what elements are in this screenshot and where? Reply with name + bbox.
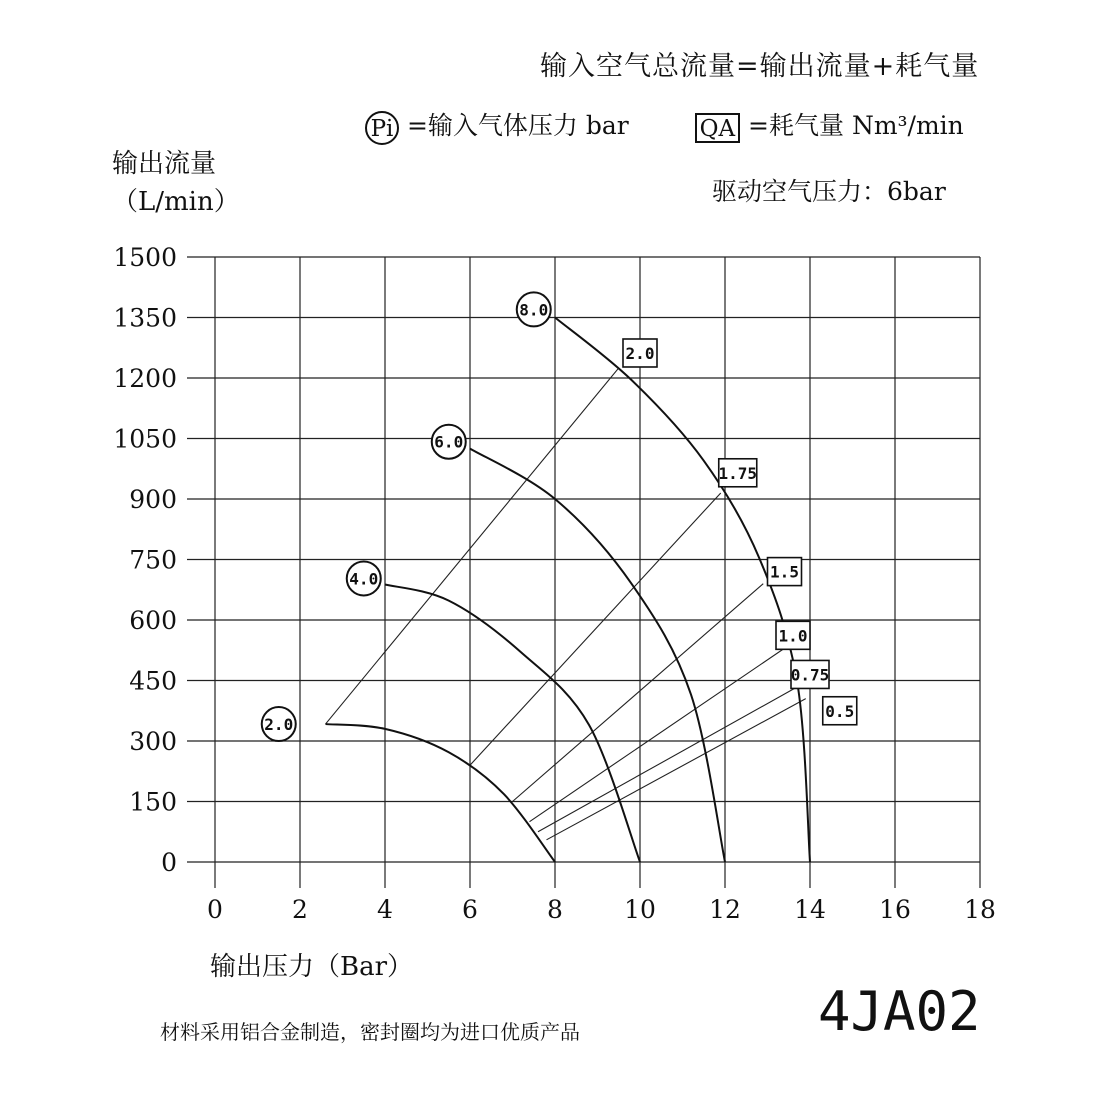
pressure-label: 8.0 (519, 300, 549, 320)
qa-description: =耗气量 Nm³/min (748, 111, 964, 140)
y-tick-label: 600 (129, 606, 177, 635)
y-tick-label: 150 (129, 787, 177, 817)
y-tick-label: 1350 (113, 303, 177, 333)
consumption-label: 1.0 (778, 626, 808, 646)
x-tick-label: 10 (624, 895, 656, 924)
x-tick-label: 4 (377, 895, 393, 924)
y-tick-label: 0 (161, 848, 177, 877)
consumption-label: 1.5 (770, 562, 799, 582)
pressure-label: 4.0 (349, 569, 379, 589)
x-tick-label: 16 (879, 895, 911, 924)
y-tick-label: 300 (129, 727, 177, 756)
model-number: 4JA02 (818, 980, 981, 1043)
pressure-curve-2.0 (326, 724, 556, 862)
consumption-line-2.0 (326, 368, 619, 724)
consumption-label: 2.0 (625, 343, 655, 363)
drive-pressure: 驱动空气压力：6bar (712, 177, 946, 206)
pressure-label: 2.0 (264, 715, 294, 735)
pi-symbol: Pi (365, 111, 399, 145)
pressure-label: 6.0 (434, 432, 464, 452)
y-tick-label: 750 (129, 545, 177, 575)
y-tick-label: 1200 (113, 364, 177, 393)
qa-symbol: QA (695, 113, 740, 143)
x-tick-label: 14 (794, 895, 826, 924)
consumption-line-1.5 (513, 584, 764, 802)
consumption-line-1.75 (470, 493, 721, 765)
consumption-label: 1.75 (718, 463, 758, 483)
pi-description: =输入气体压力 bar (406, 111, 629, 140)
x-tick-label: 8 (547, 895, 563, 924)
x-tick-label: 12 (709, 895, 741, 924)
y-tick-label: 450 (129, 666, 177, 696)
consumption-label: 0.75 (790, 665, 830, 685)
material-note: 材料采用铝合金制造，密封圈均为进口优质产品 (160, 1020, 580, 1044)
x-tick-label: 0 (207, 895, 223, 924)
y-axis-title-line1: 输出流量 (112, 149, 217, 179)
y-tick-label: 900 (129, 485, 177, 514)
x-axis-title: 输出压力（Bar） (210, 952, 414, 982)
x-tick-label: 18 (964, 895, 996, 924)
consumption-line-1.0 (530, 648, 785, 821)
flow-formula: 输入空气总流量=输出流量+耗气量 (540, 51, 980, 82)
x-tick-label: 2 (292, 895, 308, 924)
y-tick-label: 1050 (113, 424, 177, 454)
y-axis-title-line2: （L/min） (112, 187, 240, 217)
consumption-label: 0.5 (825, 701, 855, 721)
x-tick-label: 6 (462, 895, 478, 924)
y-tick-label: 1500 (113, 243, 177, 272)
